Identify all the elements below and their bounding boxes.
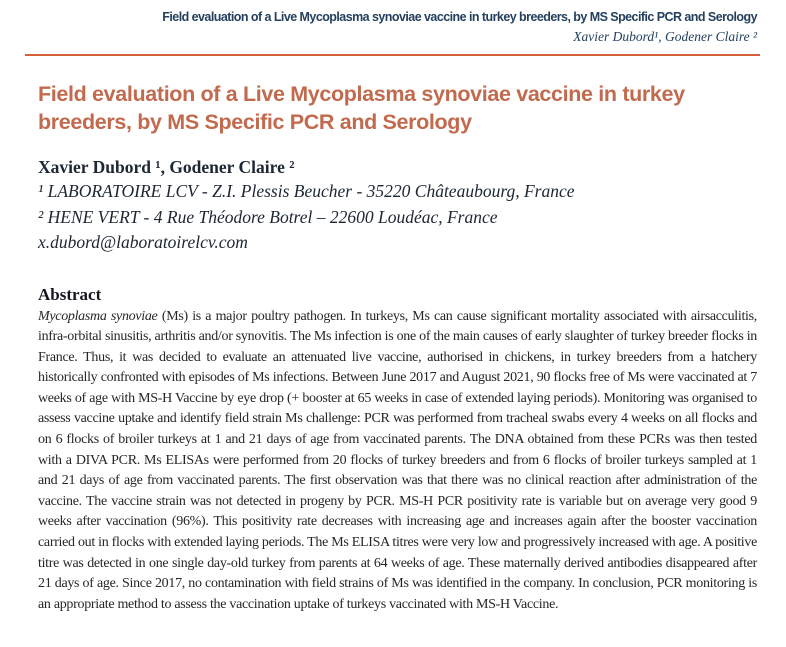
header-divider-rule (25, 54, 760, 56)
running-head-authors: Xavier Dubord¹, Godener Claire ² (573, 29, 757, 44)
paper-title-line-2: breeders, by MS Specific PCR and Serology (38, 110, 472, 134)
authors-line: Xavier Dubord ¹, Godener Claire ² (38, 157, 295, 177)
contact-email: x.dubord@laboratoirelcv.com (38, 232, 248, 252)
abstract-heading: Abstract (38, 284, 102, 304)
paper-title (38, 80, 757, 136)
paper-title-line-1: Field evaluation of a Live Mycoplasma synoviae vaccine in turkey (38, 82, 685, 106)
running-head-title: Field evaluation of a Live Mycoplasma synoviae vaccine in turkey breeders, by MS Specific PCR and Serology (162, 10, 757, 24)
affiliation-2: ² HENE VERT - 4 Rue Théodore Botrel – 22600 Loudéac, France (38, 206, 498, 227)
affiliation-1: ¹ LABORATOIRE LCV - Z.I. Plessis Beucher - 35220 Châteaubourg, France (38, 181, 575, 201)
running-head (38, 9, 757, 45)
abstract-lead-italic: Mycoplasma synoviae (38, 308, 158, 324)
abstract-body-text: (Ms) is a major poultry pathogen. In turkeys, Ms can cause significant mortality associated with airsacculitis, infra-orbital sinusitis, arthritis and/or synovitis. The Ms infection is one of the main causes of early slaughter of turkey breeder flocks in France. Thus, it was decided to evaluate an attenuated live vaccine, authorised in chickens, in turkey breeders from a hatchery historically confronted with episodes of Ms infections. Between June 2017 and August 2021, 90 flocks free of Ms were vaccinated at 7 weeks of age with MS-H Vaccine by eye drop (+ booster at 65 weeks in case of extended laying periods). Monitoring was organised to assess vaccine uptake and identify field strain Ms challenge: PCR was performed from tracheal swabs every 4 weeks on all flocks and on 6 flocks of broiler turkeys at 1 and 21 days of age from vaccinated parents. The DNA obtained from these PCRs was then tested with a DIVA PCR. Ms ELISAs were performed from 20 flocks of turkey breeders and from 6 flocks of broiler turkeys sampled at 1 and 21 days of age from vaccinated parents. The first observation was that there was no clinical reaction after administration of the vaccine. The vaccine strain was not detected in progeny by PCR. MS-H PCR positivity rate is variable but on average very good 9 weeks after vaccination (96%). This positivity rate decreases with increasing age and increases again after the booster vaccination carried out in flocks with extended laying periods. The Ms ELISA titres were very low and progressively increased with age. A positive titre was detected in one single day-old turkey from parents at 64 weeks of age. These maternally derived antibodies disappeared after 21 days of age. Since 2017, no contamination with field strains of Ms was identified in the company. In conclusion, PCR monitoring is an appropriate method to assess the vaccination uptake of turkeys vaccinated with MS-H Vaccine. (38, 308, 757, 612)
abstract-paragraph (38, 307, 757, 616)
